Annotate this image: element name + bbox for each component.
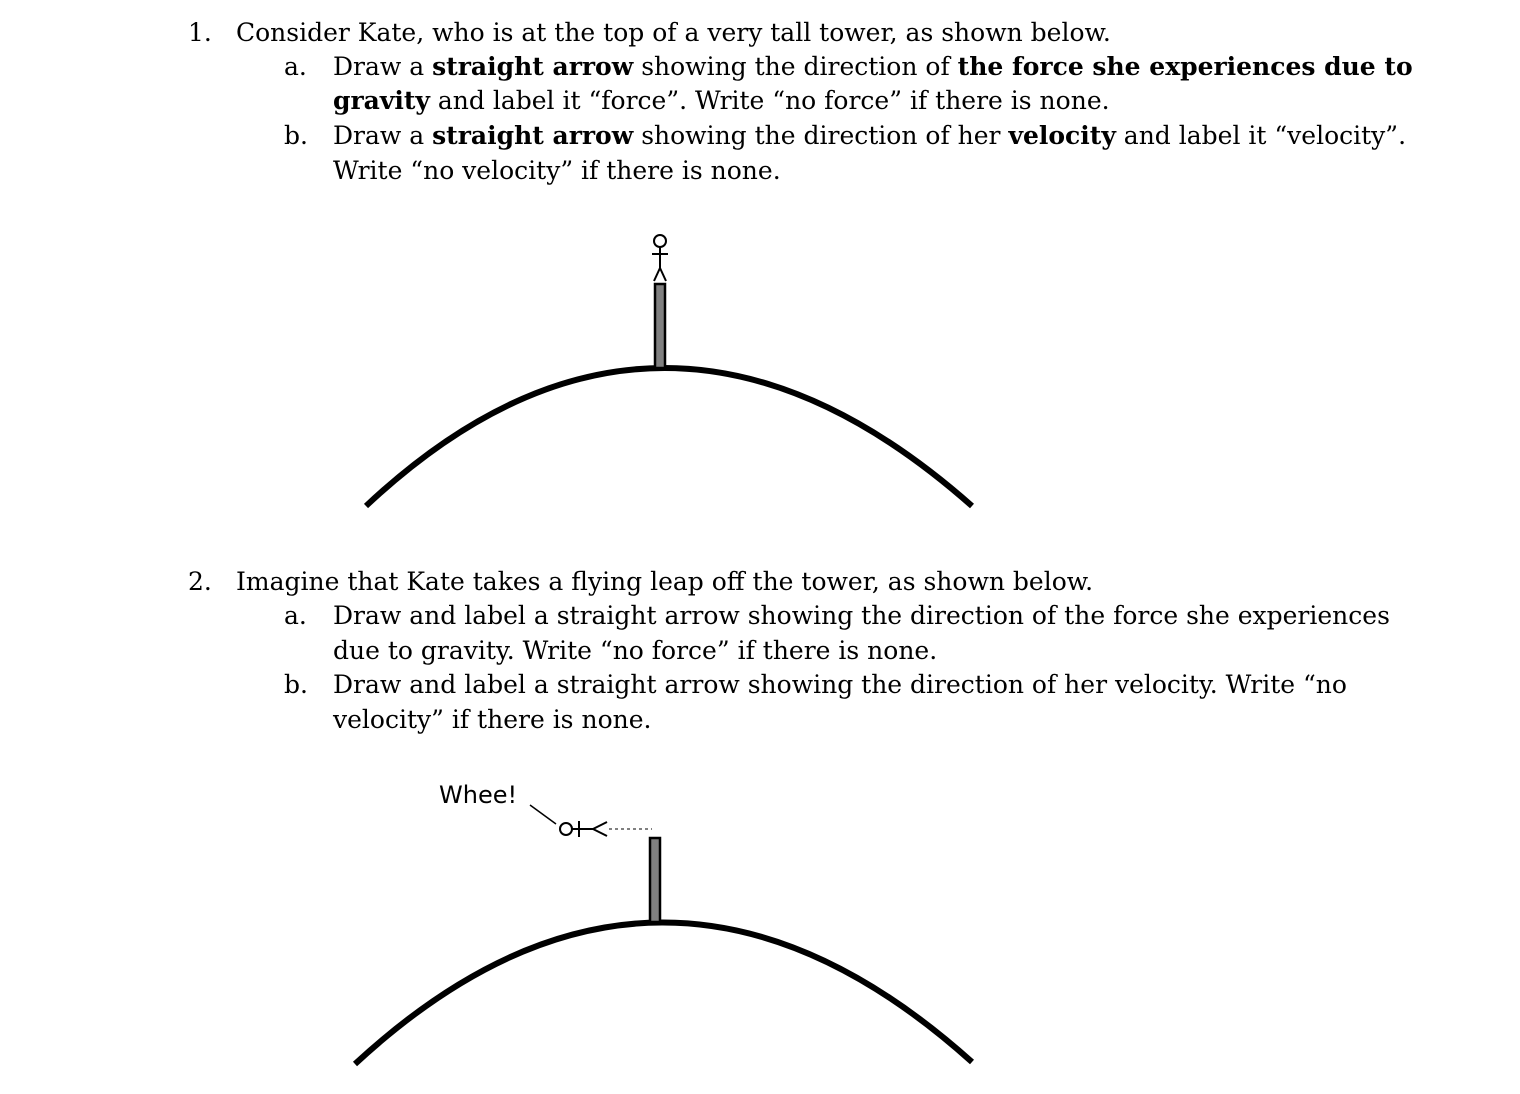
q1b-l1-p1: Draw a <box>333 121 433 150</box>
speech-text: Whee! <box>439 781 518 809</box>
q1a-l2-p: and label it “force”. Write “no force” if there is none. <box>429 86 1110 115</box>
tower-2 <box>650 838 660 922</box>
tower-1 <box>655 284 665 368</box>
q1a-l1-b2: the force she experiences due to <box>957 52 1413 81</box>
q2a-letter: a. <box>284 601 307 630</box>
q1-number: 1. <box>188 18 212 47</box>
kate-standing-icon <box>652 235 668 281</box>
q1b-l1-p2: showing the direction of her <box>633 121 1009 150</box>
q1a-l2-b: gravity <box>333 86 430 115</box>
q1a-l1-p1: Draw a <box>333 52 433 81</box>
q2-number: 2. <box>188 567 212 596</box>
figure-2 <box>355 781 972 1064</box>
q2b-letter: b. <box>284 670 308 699</box>
q2a-line1: Draw and label a straight arrow showing the direction of the force she experiences <box>333 601 1390 630</box>
q1a-l1-p2: showing the direction of <box>633 52 958 81</box>
q1b-l1-p3: and label it “velocity”. <box>1115 121 1407 150</box>
q1b-l1-b1: straight arrow <box>432 121 634 150</box>
q1b-line2: Write “no velocity” if there is none. <box>333 156 781 185</box>
q1b-l1-b2: velocity <box>1008 121 1116 150</box>
q1a-letter: a. <box>284 52 307 81</box>
speech-pointer <box>530 805 556 824</box>
planet-surface-1 <box>366 368 972 506</box>
q1a-l1-b1: straight arrow <box>432 52 634 81</box>
q2a-line2: due to gravity. Write “no force” if there is none. <box>333 636 938 665</box>
q1-text: Consider Kate, who is at the top of a very tall tower, as shown below. <box>236 18 1111 47</box>
q2-text: Imagine that Kate takes a flying leap off the tower, as shown below. <box>236 567 1094 596</box>
q2b-line1: Draw and label a straight arrow showing the direction of her velocity. Write “no <box>333 670 1347 699</box>
q2b-line2: velocity” if there is none. <box>333 705 652 734</box>
planet-surface-2 <box>355 922 972 1064</box>
figure-1 <box>366 235 972 506</box>
q1b-letter: b. <box>284 121 308 150</box>
kate-leaping-icon <box>560 821 607 837</box>
